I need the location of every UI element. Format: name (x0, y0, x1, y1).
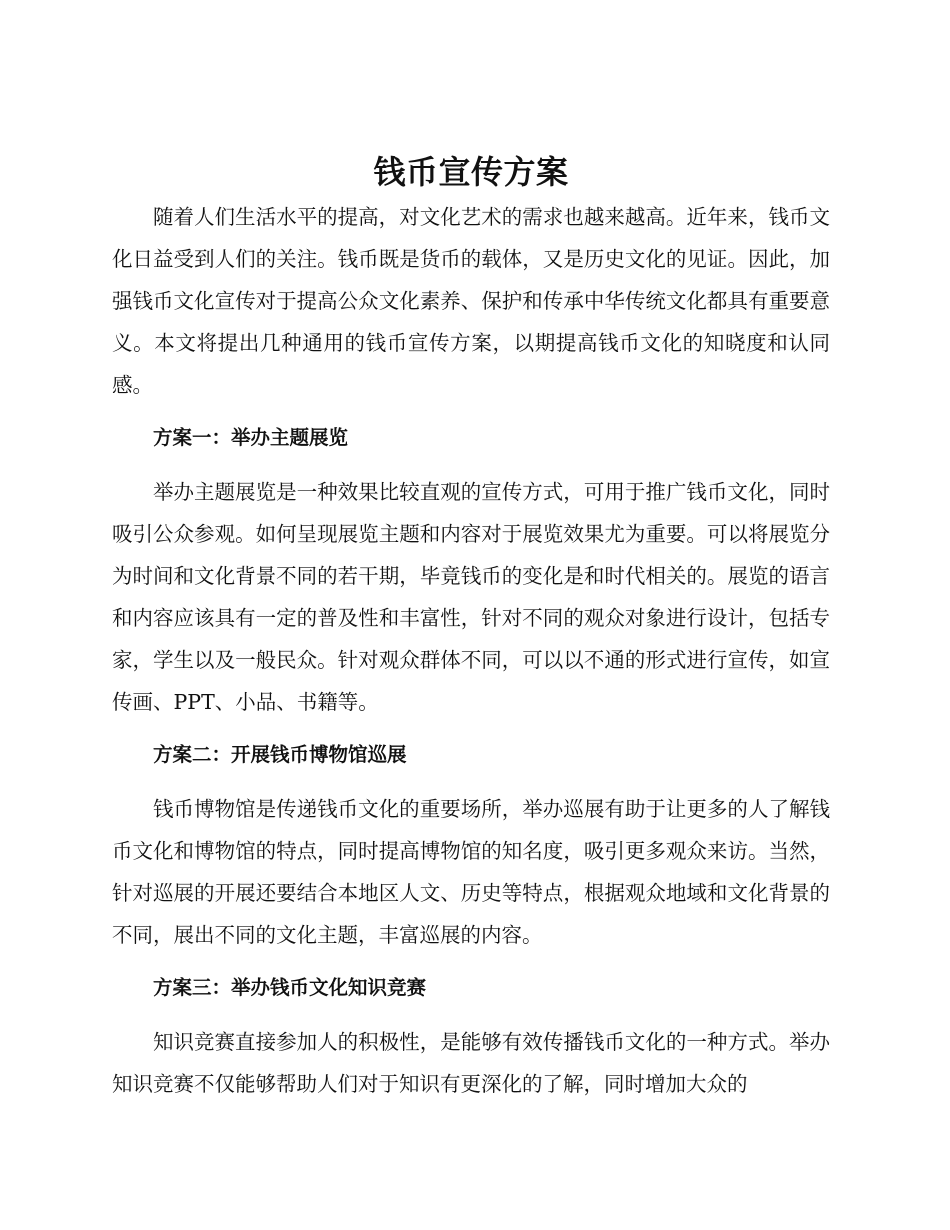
section-paragraph-2: 钱币博物馆是传递钱币文化的重要场所，举办巡展有助于让更多的人了解钱币文化和博物馆的特点，同时提高博物馆的知名度，吸引更多观众来访。当然，针对巡展的开展还要结合本地区人文、历史等特点，根据观众地域和文化背景的不同，展出不同的文化主题，丰富巡展的内容。 (112, 797, 830, 947)
document-title: 钱币宣传方案 (373, 153, 569, 191)
intro-paragraph: 随着人们生活水平的提高，对文化艺术的需求也越来越高。近年来，钱币文化日益受到人们的关注。钱币既是货币的载体，又是历史文化的见证。因此，加强钱币文化宣传对于提高公众文化素养、保护和传承中华传统文化都具有重要意义。本文将提出几种通用的钱币宣传方案，以期提高钱币文化的知晓度和认同感。 (112, 205, 830, 397)
section-heading-3: 方案三：举办钱币文化知识竞赛 (152, 976, 426, 999)
section-paragraph-3: 知识竞赛直接参加人的积极性，是能够有效传播钱币文化的一种方式。举办知识竞赛不仅能够帮助人们对于知识有更深化的了解，同时增加大众的 (112, 1030, 830, 1096)
document-page (112, 148, 830, 1105)
section-heading-1: 方案一：举办主题展览 (152, 426, 348, 449)
section-paragraph-1: 举办主题展览是一种效果比较直观的宣传方式，可用于推广钱币文化，同时吸引公众参观。如何呈现展览主题和内容对于展览效果尤为重要。可以将展览分为时间和文化背景不同的若干期，毕竟钱币的变化是和时代相关的。展览的语言和内容应该具有一定的普及性和丰富性，针对不同的观众对象进行设计，包括专家，学生以及一般民众。针对观众群体不同，可以以不通的形式进行宣传，如宣传画、PPT、小品、书籍等。 (112, 480, 830, 714)
section-heading-2: 方案二：开展钱币博物馆巡展 (152, 743, 407, 766)
